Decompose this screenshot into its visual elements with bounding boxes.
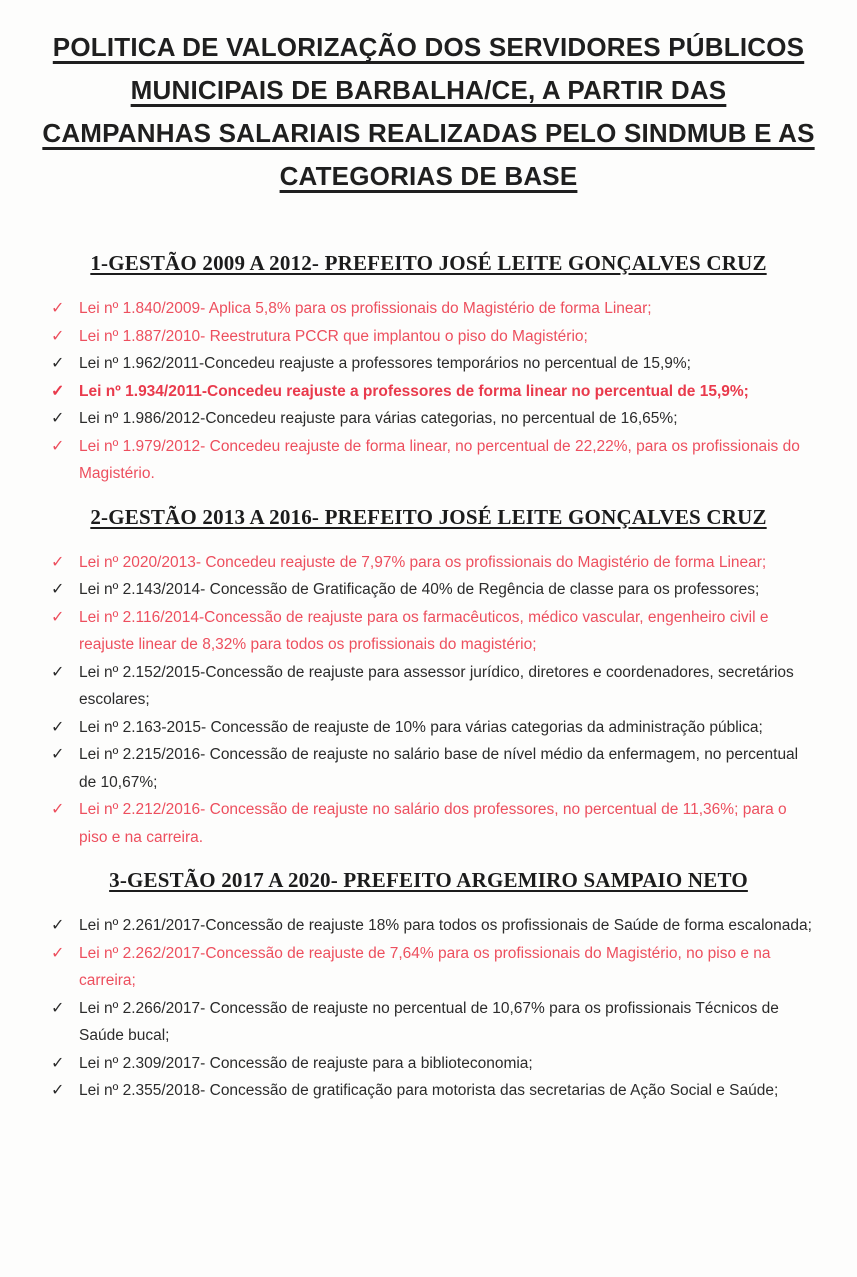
title-line: POLITICA DE VALORIZAÇÃO DOS SERVIDORES PÚBLICOS: [52, 32, 805, 62]
document-title: [30, 26, 827, 198]
section-heading: 3-GESTÃO 2017 A 2020- PREFEITO ARGEMIRO SAMPAIO NETO: [109, 868, 748, 892]
list-item: [50, 714, 817, 742]
checkmark-icon: ✓: [51, 382, 65, 400]
law-item-text: Lei nº 2020/2013- Concedeu reajuste de 7,97% para os profissionais do Magistério de forma Linear;: [79, 553, 767, 571]
checkmark-icon: ✓: [51, 327, 65, 345]
law-item-text: Lei nº 2.261/2017-Concessão de reajuste 18% para todos os profissionais de Saúde de forma escalonada;: [79, 917, 812, 934]
list-item: [50, 741, 817, 796]
section-heading: 2-GESTÃO 2013 A 2016- PREFEITO JOSÉ LEITE GONÇALVES CRUZ: [90, 504, 767, 529]
list-item: [50, 378, 817, 406]
checkmark-icon: ✓: [51, 663, 65, 681]
law-item-text: Lei nº 1.962/2011-Concedeu reajuste a professores temporários no percentual de 15,9%;: [79, 355, 691, 372]
checkmark-icon: ✓: [51, 581, 65, 598]
list-item: [50, 576, 817, 604]
list-item: [50, 1050, 817, 1078]
law-item-text: Lei nº 1.979/2012- Concedeu reajuste de forma linear, no percentual de 22,22%, para os profissionais do Magistério.: [79, 437, 800, 482]
list-item: [50, 350, 817, 378]
checkmark-icon: ✓: [51, 917, 65, 934]
law-item-text: Lei nº 2.163-2015- Concessão de reajuste de 10% para várias categorias da administração pública;: [79, 718, 763, 736]
title-line: CATEGORIAS DE BASE: [279, 161, 578, 191]
law-item-text: Lei nº 2.143/2014- Concessão de Gratificação de 40% de Regência de classe para os professores;: [79, 581, 760, 598]
law-item-text: Lei nº 2.309/2017- Concessão de reajuste para a biblioteconomia;: [79, 1054, 533, 1072]
law-item-text: Lei nº 2.116/2014-Concessão de reajuste para os farmacêuticos, médico vascular, engenheiro civil e reajuste linear de 8,32% para todos os profissionais do magistério;: [79, 608, 769, 653]
checkmark-icon: ✓: [51, 746, 65, 763]
list-item: [50, 995, 817, 1050]
law-item-text: Lei nº 2.212/2016- Concessão de reajuste no salário dos professores, no percentual de 11,36%; para o piso e na carreira.: [79, 801, 787, 846]
section-heading: 1-GESTÃO 2009 A 2012- PREFEITO JOSÉ LEITE GONÇALVES CRUZ: [90, 251, 767, 275]
law-item-text: Lei nº 2.355/2018- Concessão de gratificação para motorista das secretarias de Ação Social e Saúde;: [79, 1082, 779, 1099]
law-list: [50, 549, 827, 852]
checkmark-icon: ✓: [51, 553, 65, 571]
list-item: [50, 433, 817, 488]
law-item-text: Lei nº 1.840/2009- Aplica 5,8% para os profissionais do Magistério de forma Linear;: [79, 300, 652, 317]
section-gestao-2009-2012: [30, 248, 827, 488]
law-list: [50, 912, 827, 1105]
law-item-text: Lei nº 1.986/2012-Concedeu reajuste para várias categorias, no percentual de 16,65%;: [79, 410, 678, 427]
title-line: CAMPANHAS SALARIAIS REALIZADAS PELO SINDMUB E AS: [42, 118, 815, 148]
checkmark-icon: ✓: [51, 1082, 65, 1099]
law-item-text: Lei nº 1.934/2011-Concedeu reajuste a professores de forma linear no percentual de 15,9%;: [79, 382, 749, 400]
law-item-text: Lei nº 2.262/2017-Concessão de reajuste de 7,64% para os profissionais do Magistério, no piso e na carreira;: [79, 944, 771, 989]
checkmark-icon: ✓: [51, 608, 65, 626]
list-item: [50, 940, 817, 995]
list-item: [50, 295, 817, 323]
checkmark-icon: ✓: [51, 410, 65, 427]
list-item: [50, 796, 817, 851]
checkmark-icon: ✓: [51, 944, 65, 962]
list-item: [50, 659, 817, 714]
checkmark-icon: ✓: [51, 1054, 65, 1072]
checkmark-icon: ✓: [51, 718, 65, 736]
checkmark-icon: ✓: [51, 355, 65, 372]
list-item: [50, 604, 817, 659]
checkmark-icon: ✓: [51, 300, 65, 317]
title-line: MUNICIPAIS DE BARBALHA/CE, A PARTIR DAS: [130, 75, 727, 105]
list-item: [50, 405, 817, 433]
section-gestao-2013-2016: [30, 502, 827, 852]
list-item: [50, 323, 817, 351]
list-item: [50, 549, 817, 577]
checkmark-icon: ✓: [51, 801, 65, 818]
law-item-text: Lei nº 2.266/2017- Concessão de reajuste no percentual de 10,67% para os profissionais Técnicos de Saúde bucal;: [79, 999, 779, 1044]
list-item: [50, 1077, 817, 1105]
law-item-text: Lei nº 1.887/2010- Reestrutura PCCR que implantou o piso do Magistério;: [79, 327, 588, 345]
law-item-text: Lei nº 2.215/2016- Concessão de reajuste no salário base de nível médio da enfermagem, no percentual de 10,67%;: [79, 746, 799, 791]
checkmark-icon: ✓: [51, 999, 65, 1017]
law-item-text: Lei nº 2.152/2015-Concessão de reajuste para assessor jurídico, diretores e coordenadores, secretários escolares;: [79, 663, 794, 708]
checkmark-icon: ✓: [51, 437, 65, 455]
section-gestao-2017-2020: [30, 865, 827, 1105]
law-list: [50, 295, 827, 488]
list-item: [50, 912, 817, 940]
